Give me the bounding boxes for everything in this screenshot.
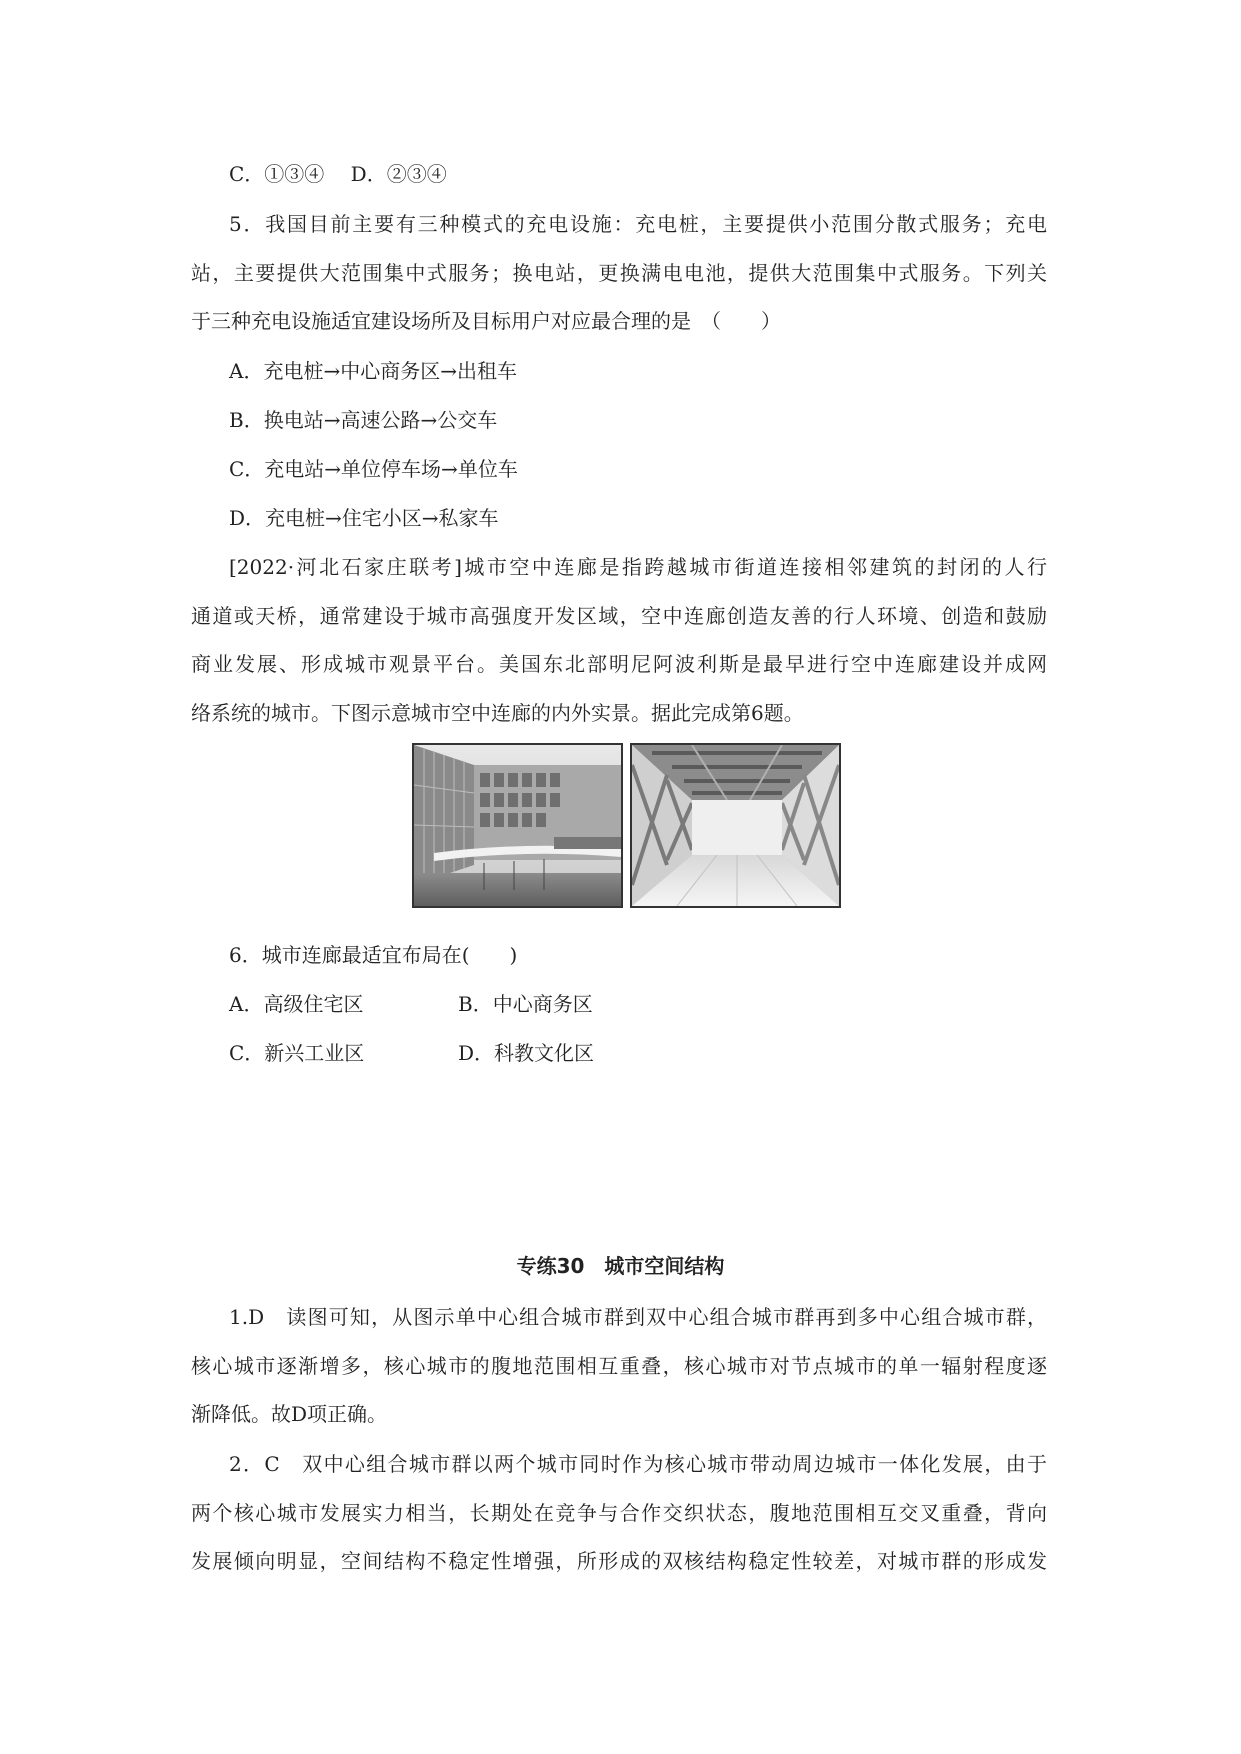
q5-option-d: D．充电桩→住宅小区→私家车: [229, 506, 499, 530]
q6-option-d: D．科教文化区: [458, 1041, 595, 1065]
q5-stem-line2: 站，主要提供大范围集中式服务；换电站，更换满电电池，提供大范围集中式服务。下列关: [191, 261, 1047, 285]
intro-line2: 通道或天桥，通常建设于城市高强度开发区域，空中连廊创造友善的行人环境、创造和鼓励: [191, 604, 1047, 628]
answer-1-line2: 核心城市逐渐增多，核心城市的腹地范围相互重叠，核心城市对节点城市的单一辐射程度逐: [191, 1354, 1047, 1378]
q5-stem-line3: 于三种充电设施适宜建设场所及目标用户对应最合理的是 （ ）: [191, 309, 781, 333]
skyway-interior-photo: [630, 743, 841, 908]
intro-line4: 络系统的城市。下图示意城市空中连廊的内外实景。据此完成第6题。: [191, 701, 804, 725]
q5-option-a: A．充电桩→中心商务区→出租车: [229, 359, 517, 383]
q5-option-c: C．充电站→单位停车场→单位车: [229, 457, 518, 481]
q6-option-a: A．高级住宅区: [229, 992, 364, 1016]
q4-options-cont: C．①③④ D．②③④: [229, 162, 447, 186]
q5-option-b: B．换电站→高速公路→公交车: [229, 408, 498, 432]
answers-heading: 专练30 城市空间结构: [516, 1254, 725, 1278]
intro-line1: [2022·河北石家庄联考]城市空中连廊是指跨越城市街道连接相邻建筑的封闭的人行: [229, 555, 1047, 579]
answer-2-line1: 2．C 双中心组合城市群以两个城市同时作为核心城市带动周边城市一体化发展，由于: [229, 1452, 1047, 1476]
q6-option-b: B．中心商务区: [458, 992, 593, 1016]
answer-2-line3: 发展倾向明显，空间结构不稳定性增强，所形成的双核结构稳定性较差，对城市群的形成发: [191, 1549, 1047, 1573]
answer-1-line3: 渐降低。故D项正确。: [191, 1402, 388, 1426]
answer-2-line2: 两个核心城市发展实力相当，长期处在竞争与合作交织状态，腹地范围相互交叉重叠，背向: [191, 1501, 1047, 1525]
q6-option-c: C．新兴工业区: [229, 1041, 365, 1065]
intro-line3: 商业发展、形成城市观景平台。美国东北部明尼阿波利斯是最早进行空中连廊建设并成网: [191, 652, 1047, 676]
q6-stem: 6．城市连廊最适宜布局在( ): [229, 943, 518, 967]
q5-stem-line1: 5．我国目前主要有三种模式的充电设施：充电桩，主要提供小范围分散式服务；充电: [229, 212, 1047, 236]
answer-1-line1: 1.D 读图可知，从图示单中心组合城市群到双中心组合城市群再到多中心组合城市群，: [229, 1305, 1047, 1329]
skyway-exterior-photo: [412, 743, 623, 908]
